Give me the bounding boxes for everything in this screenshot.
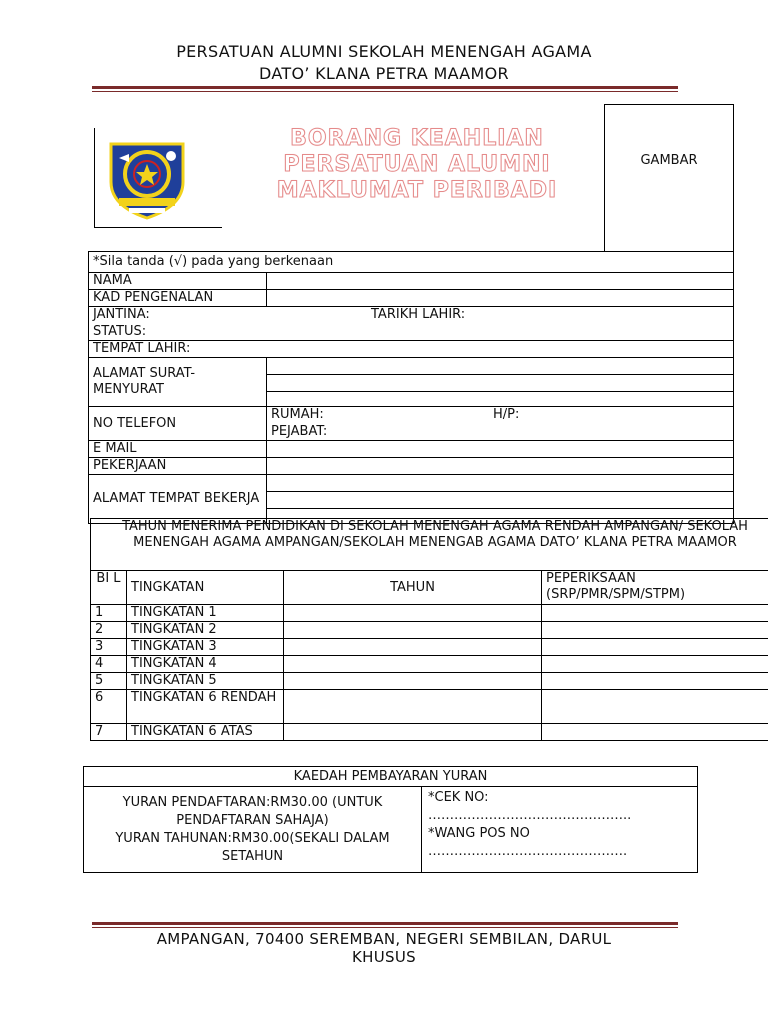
label-nama: NAMA bbox=[89, 273, 267, 290]
field-peperiksaan[interactable] bbox=[542, 622, 768, 639]
personal-info-table bbox=[88, 251, 734, 524]
label-email: E MAIL bbox=[89, 441, 267, 458]
header-line-2: DATO’ KLANA PETRA MAAMOR bbox=[259, 64, 509, 83]
row-tingkatan: TINGKATAN 1 bbox=[127, 605, 284, 622]
fee-registration: YURAN PENDAFTARAN:RM30.00 (UNTUK PENDAFTARAN SAHAJA) bbox=[122, 794, 383, 828]
row-bil: 5 bbox=[91, 673, 127, 690]
table-row bbox=[91, 656, 768, 673]
label-status: STATUS: bbox=[93, 324, 147, 339]
payment-heading: KAEDAH PEMBAYARAN YURAN bbox=[84, 767, 698, 787]
field-peperiksaan[interactable] bbox=[542, 656, 768, 673]
row-tingkatan: TINGKATAN 6 ATAS bbox=[127, 724, 284, 741]
education-heading: TAHUN MENERIMA PENDIDIKAN DI SEKOLAH MENENGAH AGAMA RENDAH AMPANGAN/ SEKOLAH MENENGAH AGAMA AMPANGAN/SEKOLAH MENENGAB AGAMA DATO’ KLANA PETRA MAAMOR bbox=[91, 519, 768, 571]
col-bil: BI L bbox=[91, 571, 127, 605]
row-tingkatan: TINGKATAN 6 RENDAH bbox=[127, 690, 284, 724]
row-bil: 6 bbox=[91, 690, 127, 724]
col-tahun: TAHUN bbox=[284, 571, 542, 605]
table-row bbox=[91, 673, 768, 690]
education-table bbox=[90, 518, 768, 741]
field-peperiksaan[interactable] bbox=[542, 639, 768, 656]
row-bil: 4 bbox=[91, 656, 127, 673]
row-bil: 7 bbox=[91, 724, 127, 741]
wang-pos-dots: ………………………………………. bbox=[428, 844, 628, 859]
photo-label: GAMBAR bbox=[640, 153, 698, 168]
row-bil: 2 bbox=[91, 622, 127, 639]
table-row bbox=[91, 724, 768, 741]
table-row bbox=[91, 639, 768, 656]
row-bil: 1 bbox=[91, 605, 127, 622]
field-nama[interactable] bbox=[267, 273, 734, 290]
field-tahun[interactable] bbox=[284, 673, 542, 690]
row-bil: 3 bbox=[91, 639, 127, 656]
footer-line-1: AMPANGAN, 70400 SEREMBAN, NEGERI SEMBILAN, DARUL bbox=[156, 930, 612, 948]
row-tingkatan: TINGKATAN 5 bbox=[127, 673, 284, 690]
label-pekerjaan: PEKERJAAN bbox=[89, 458, 267, 475]
table-row bbox=[91, 622, 768, 639]
field-alamat-surat[interactable] bbox=[267, 358, 734, 407]
field-peperiksaan[interactable] bbox=[542, 605, 768, 622]
field-alamat-kerja[interactable] bbox=[267, 475, 734, 524]
table-row bbox=[91, 690, 768, 724]
label-alamat-kerja: ALAMAT TEMPAT BEKERJA bbox=[89, 475, 267, 524]
cek-no-dots: ……………………………………….. bbox=[428, 808, 632, 823]
field-tahun[interactable] bbox=[284, 690, 542, 724]
field-kad-pengenalan[interactable] bbox=[267, 290, 734, 307]
label-wang-pos-no: *WANG POS NO bbox=[428, 826, 530, 841]
label-tarikh-lahir: TARIKH LAHIR: bbox=[371, 307, 466, 322]
col-tingkatan: TINGKATAN bbox=[127, 571, 284, 605]
footer-rule bbox=[92, 922, 678, 928]
field-peperiksaan[interactable] bbox=[542, 724, 768, 741]
field-tahun[interactable] bbox=[284, 622, 542, 639]
row-tingkatan: TINGKATAN 4 bbox=[127, 656, 284, 673]
payment-table bbox=[83, 766, 698, 873]
instruction-note: *Sila tanda (√) pada yang berkenaan bbox=[89, 252, 734, 273]
field-pekerjaan[interactable] bbox=[267, 458, 734, 475]
row-tingkatan: TINGKATAN 3 bbox=[127, 639, 284, 656]
payment-fees bbox=[84, 787, 422, 873]
label-hp: H/P: bbox=[493, 407, 520, 422]
field-tahun[interactable] bbox=[284, 639, 542, 656]
footer-address bbox=[0, 930, 768, 966]
label-kad-pengenalan: KAD PENGENALAN bbox=[89, 290, 267, 307]
field-tahun[interactable] bbox=[284, 724, 542, 741]
field-peperiksaan[interactable] bbox=[542, 690, 768, 724]
header-line-1: PERSATUAN ALUMNI SEKOLAH MENENGAH AGAMA bbox=[176, 42, 592, 61]
form-title-line-2: PERSATUAN ALUMNI bbox=[283, 152, 551, 177]
field-no-telefon[interactable] bbox=[267, 407, 734, 441]
field-email[interactable] bbox=[267, 441, 734, 458]
row-tingkatan: TINGKATAN 2 bbox=[127, 622, 284, 639]
table-row bbox=[91, 605, 768, 622]
field-tahun[interactable] bbox=[284, 656, 542, 673]
field-tahun[interactable] bbox=[284, 605, 542, 622]
school-crest-logo bbox=[105, 136, 189, 220]
footer-line-2: KHUSUS bbox=[352, 948, 416, 966]
label-rumah: RUMAH: bbox=[271, 407, 324, 422]
label-tempat-lahir[interactable]: TEMPAT LAHIR: bbox=[89, 341, 734, 358]
label-cek-no: *CEK NO: bbox=[428, 790, 489, 805]
label-jantina: JANTINA: bbox=[93, 307, 150, 322]
col-peperiksaan: PEPERIKSAAN (SRP/PMR/SPM/STPM) bbox=[542, 571, 768, 605]
logo-box bbox=[94, 128, 222, 228]
form-title-line-3: MAKLUMAT PERIBADI bbox=[276, 178, 558, 203]
label-no-telefon: NO TELEFON bbox=[89, 407, 267, 441]
payment-methods[interactable] bbox=[422, 787, 698, 873]
form-title bbox=[232, 126, 602, 204]
photo-box[interactable] bbox=[604, 104, 734, 252]
fee-annual: YURAN TAHUNAN:RM30.00(SEKALI DALAM SETAHUN bbox=[115, 830, 390, 864]
label-alamat-surat: ALAMAT SURAT-MENYURAT bbox=[89, 358, 267, 407]
form-title-line-1: BORANG KEAHLIAN bbox=[290, 126, 544, 151]
field-peperiksaan[interactable] bbox=[542, 673, 768, 690]
row-jantina-status[interactable] bbox=[89, 307, 734, 341]
header-rule bbox=[92, 86, 678, 92]
label-pejabat: PEJABAT: bbox=[271, 424, 328, 439]
